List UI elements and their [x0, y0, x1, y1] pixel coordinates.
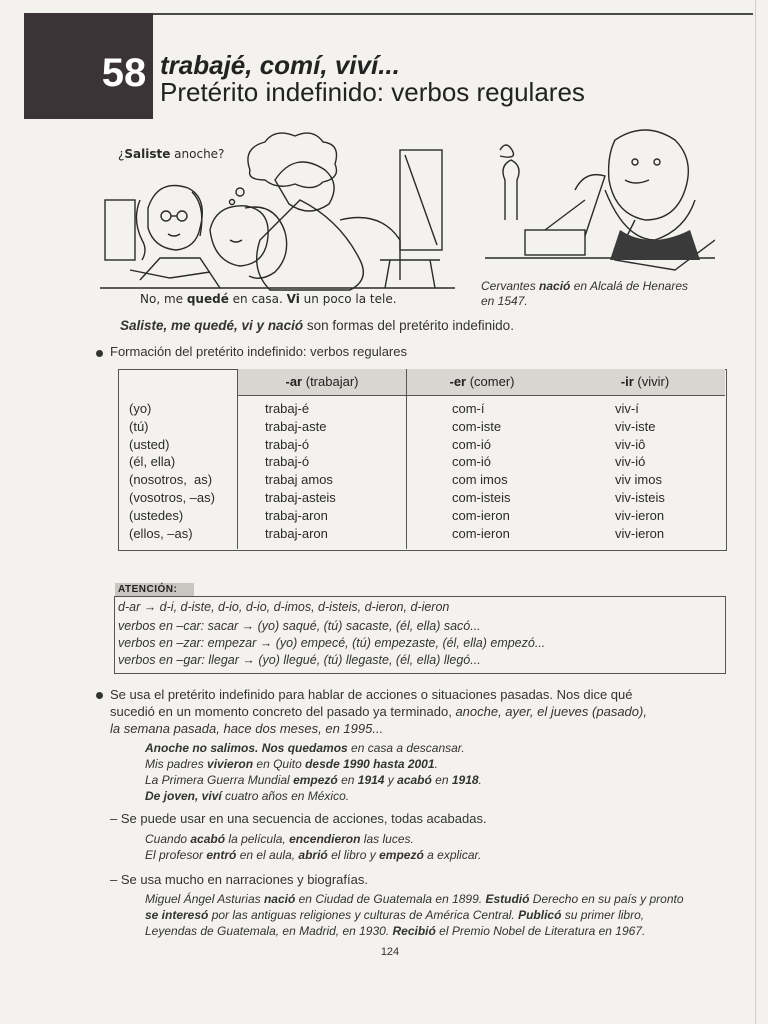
- usage1-examples: [145, 740, 482, 804]
- illustration-question: ¿Saliste anoche?: [118, 147, 225, 161]
- atencion-content: [118, 599, 545, 669]
- atencion-dar: d-ar → d-i, d-iste, d-io, d-io, d-imos, d-isteis, d-ieron, d-ieron: [118, 600, 450, 614]
- header-ar: -ar (trabajar): [285, 374, 359, 389]
- ir-form: viv-ió: [615, 454, 646, 470]
- bullet: [96, 692, 103, 699]
- pronoun-column: [129, 400, 215, 542]
- usage2-examples: [145, 831, 481, 863]
- unit-number: 58: [101, 51, 147, 95]
- ar-column: [265, 400, 336, 542]
- er-form: com-iste: [452, 418, 502, 434]
- ir-form: viv-iô: [615, 436, 646, 452]
- header-rule: [153, 13, 753, 15]
- ar-form: trabaj-ó: [265, 454, 310, 470]
- header-ir: -ir (vivir): [620, 374, 670, 389]
- usage-biographies: – Se usa mucho en narraciones y biografías.: [110, 872, 368, 887]
- atencion-car: verbos en –car: sacar → (yo) saqué, (tú) sacaste, (él, ella) sacó...: [118, 619, 481, 633]
- illustration-answer: No, me quedé en casa. Vi un poco la tele.: [140, 292, 397, 306]
- ar-form: trabaj-asteis: [265, 489, 336, 505]
- example-line: Leyendas de Guatemala, en Madrid, en 1930. Recibió el Premio Nobel de Literatura en 1967.: [145, 924, 646, 938]
- pronoun: (él, ella): [129, 454, 176, 470]
- pronoun: (usted): [129, 436, 170, 452]
- example-line: El profesor entró en el aula, abrió el libro y empezó a explicar.: [145, 848, 482, 862]
- ir-form: viv-í: [615, 401, 639, 416]
- pronoun: (ustedes): [129, 507, 184, 523]
- pronoun: (nosotros, as): [129, 472, 213, 488]
- ar-form: trabaj-ó: [265, 436, 310, 452]
- pronoun: (tú): [129, 418, 149, 434]
- ar-form: trabaj-é: [265, 401, 310, 416]
- pronoun: (yo): [129, 401, 152, 416]
- page-edge: [755, 0, 756, 1024]
- page-number: 124: [380, 946, 400, 958]
- ir-form: viv-ieron: [615, 507, 665, 523]
- er-form: com-ió: [452, 436, 492, 452]
- pronoun: (vosotros, –as): [129, 489, 215, 505]
- er-form: com-í: [452, 401, 485, 416]
- usage-line: la semana pasada, hace dos meses, en 1995...: [110, 721, 384, 736]
- usage-line: sucedió en un momento concreto del pasado ya terminado, anoche, ayer, el jueves (pasado),: [110, 704, 647, 719]
- pronoun: (ellos, –as): [129, 525, 193, 541]
- ar-form: trabaj-aron: [265, 507, 328, 523]
- header-er: -er (comer): [449, 374, 515, 389]
- er-form: com-ieron: [452, 507, 510, 523]
- intro-text: Saliste, me quedé, vi y nació son formas del pretérito indefinido.: [120, 318, 514, 333]
- er-form: com-ieron: [452, 525, 510, 541]
- atencion-gar: verbos en –gar: llegar → (yo) llegué, (tú) llegaste, (él, ella) llegó...: [118, 653, 481, 667]
- cervantes-caption: Cervantes nació en Alcalá de Henares en 1547.: [481, 279, 689, 308]
- ir-form: viv-iste: [615, 418, 656, 434]
- page-title-examples: trabajé, comí, viví...: [160, 50, 400, 80]
- ir-form: viv imos: [615, 472, 662, 488]
- atencion-zar: verbos en –zar: empezar → (yo) empecé, (tú) empezaste, (él, ella) empezó...: [118, 636, 546, 650]
- formacion-heading: Formación del pretérito indefinido: verbos regulares: [110, 344, 407, 359]
- ir-column: [615, 400, 665, 542]
- usage-line: Se usa el pretérito indefinido para hablar de acciones o situaciones pasadas. Nos dice qué: [110, 687, 633, 702]
- example-line: Miguel Ángel Asturias nació en Ciudad de Guatemala en 1899. Estudió Derecho en su país y pronto: [145, 892, 684, 906]
- usage3-example: [145, 891, 735, 939]
- usage-sequence: – Se puede usar en una secuencia de acciones, todas acabadas.: [110, 811, 487, 826]
- atencion-tag: ATENCIÓN:: [115, 583, 194, 597]
- example-line: se interesó por las antiguas religiones y culturas de América Central. Publicó su primer libro,: [145, 908, 645, 922]
- example-line: Anoche no salimos. Nos quedamos en casa a descansar.: [145, 741, 465, 755]
- example-line: Cuando acabó la película, encendieron las luces.: [145, 832, 414, 846]
- bullet: [96, 350, 103, 357]
- ar-form: trabaj-aste: [265, 418, 327, 434]
- table-divider: [406, 369, 407, 549]
- illustration-cervantes: [485, 120, 715, 275]
- page-title: Pretérito indefinido: verbos regulares: [160, 77, 585, 107]
- er-form: com-isteis: [452, 489, 511, 505]
- usage-paragraph: [110, 686, 720, 737]
- ar-form: trabaj-aron: [265, 525, 328, 541]
- example-line: De joven, viví cuatro años en México.: [145, 789, 350, 803]
- example-line: Mis padres vivieron en Quito desde 1990 hasta 2001.: [145, 757, 438, 771]
- er-form: com-ió: [452, 454, 492, 470]
- er-column: [452, 400, 511, 542]
- example-line: La Primera Guerra Mundial empezó en 1914 y acabó en 1918.: [145, 773, 482, 787]
- ir-form: viv-ieron: [615, 525, 665, 541]
- ar-form: trabaj amos: [265, 472, 333, 488]
- ir-form: viv-isteis: [615, 489, 665, 505]
- table-divider: [237, 369, 238, 549]
- er-form: com imos: [452, 472, 508, 488]
